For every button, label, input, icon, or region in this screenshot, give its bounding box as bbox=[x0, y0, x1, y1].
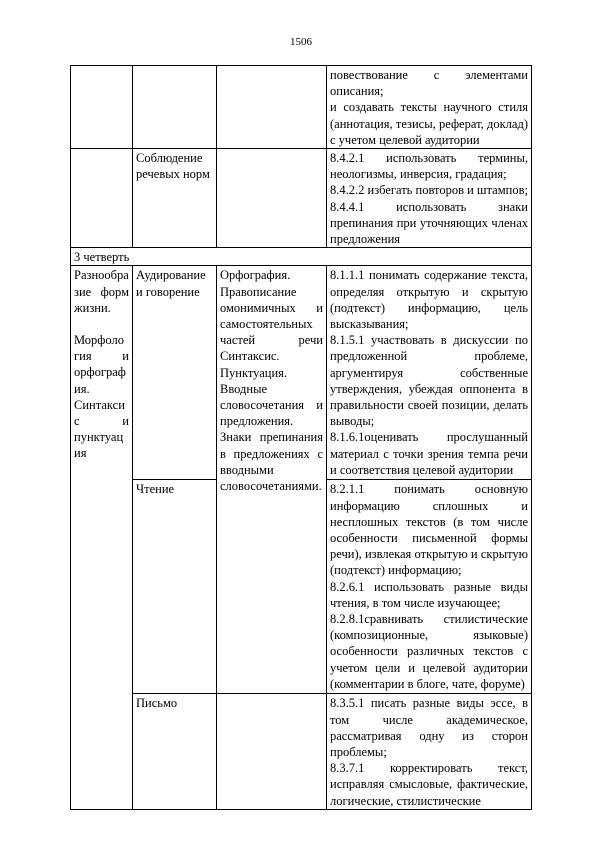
topic-text: Морфология и орфография. bbox=[74, 333, 129, 396]
objective-text: и создавать тексты научного стиля (аннотация, тезисы, реферат, доклад) с учетом целевой аудитории bbox=[330, 100, 528, 147]
objective-text: 8.3.5.1 писать разные виды эссе, в том числе академическое, рассматривая одну из сторон проблемы; bbox=[330, 696, 528, 760]
cell-skill-empty bbox=[133, 66, 217, 149]
table-row-continuation bbox=[71, 66, 532, 149]
cell-skill: Соблюдение речевых норм bbox=[133, 149, 217, 248]
table-row-quarter bbox=[71, 248, 532, 266]
cell-skill: Чтение bbox=[133, 480, 217, 694]
cell-objectives bbox=[327, 149, 532, 248]
table-row-writing bbox=[71, 694, 532, 809]
cell-theme-empty bbox=[71, 149, 133, 248]
cell-objectives bbox=[327, 694, 532, 809]
objective-text: 8.2.8.1сравнивать стилистические (композиционные, языковые) особенности различных текстов с учетом цели и целевой аудитории (комментарии в блоге, чате, форуме) bbox=[330, 612, 528, 691]
cell-grammar: Орфография. Правописание омонимичных и самостоятельных частей речи Синтаксис. Пунктуация. Вводные словосочетания и предложения. Знаки препинания в предложениях с вводными словосочетаниями. bbox=[217, 266, 327, 694]
theme-text: Разнообразие форм жизни. bbox=[74, 268, 129, 315]
quarter-heading: 3 четверть bbox=[71, 248, 532, 266]
table-row-speech-norms bbox=[71, 149, 532, 248]
objective-text: 8.1.6.1оценивать прослушанный материал с точки зрения темпа речи и соответствия целевой аудитории bbox=[330, 430, 528, 477]
objective-text: 8.4.2.1 использовать термины, неологизмы, инверсия, градация; bbox=[330, 151, 528, 182]
topic-text: Синтаксис и пунктуация bbox=[74, 397, 129, 461]
objective-text: 8.2.6.1 использовать разные виды чтения, в том числе изучающее; bbox=[330, 579, 528, 610]
objective-text: 8.2.1.1 понимать основную информацию сплошных и несплошных текстов (в том числе особенности письменной формы речи), извлекая открытую и скрытую (подтекст) информацию; bbox=[330, 482, 528, 578]
cell-theme-empty bbox=[71, 66, 133, 149]
cell-grammar-empty bbox=[217, 694, 327, 809]
cell-skill: Письмо bbox=[133, 694, 217, 809]
cell-objectives bbox=[327, 480, 532, 694]
objective-text: 8.4.2.2 избегать повторов и штампов; bbox=[330, 183, 528, 198]
cell-objectives bbox=[327, 266, 532, 480]
cell-grammar-empty bbox=[217, 66, 327, 149]
objective-text: 8.3.7.1 корректировать текст, исправляя смысловые, фактические, логические, стилистические bbox=[330, 761, 528, 808]
objective-text: 8.1.1.1 понимать содержание текста, определяя открытую и скрытую (подтекст) информацию, цель высказывания; bbox=[330, 268, 528, 332]
cell-grammar-empty bbox=[217, 149, 327, 248]
objective-text: повествование с элементами описания; bbox=[330, 68, 528, 99]
cell-skill: Аудирование и говорение bbox=[133, 266, 217, 480]
objective-text: 8.4.4.1 использовать знаки препинания при уточняющих членах предложения bbox=[330, 199, 528, 247]
cell-theme bbox=[71, 266, 133, 809]
table-row-listening bbox=[71, 266, 532, 480]
curriculum-table bbox=[70, 65, 532, 810]
page-number: 1506 bbox=[290, 36, 312, 48]
cell-objectives bbox=[327, 66, 532, 149]
objective-text: 8.1.5.1 участвовать в дискуссии по предложенной проблеме, аргументируя собственные утверждения, убеждая оппонента в правильности своей позиции, делать выводы; bbox=[330, 333, 528, 429]
